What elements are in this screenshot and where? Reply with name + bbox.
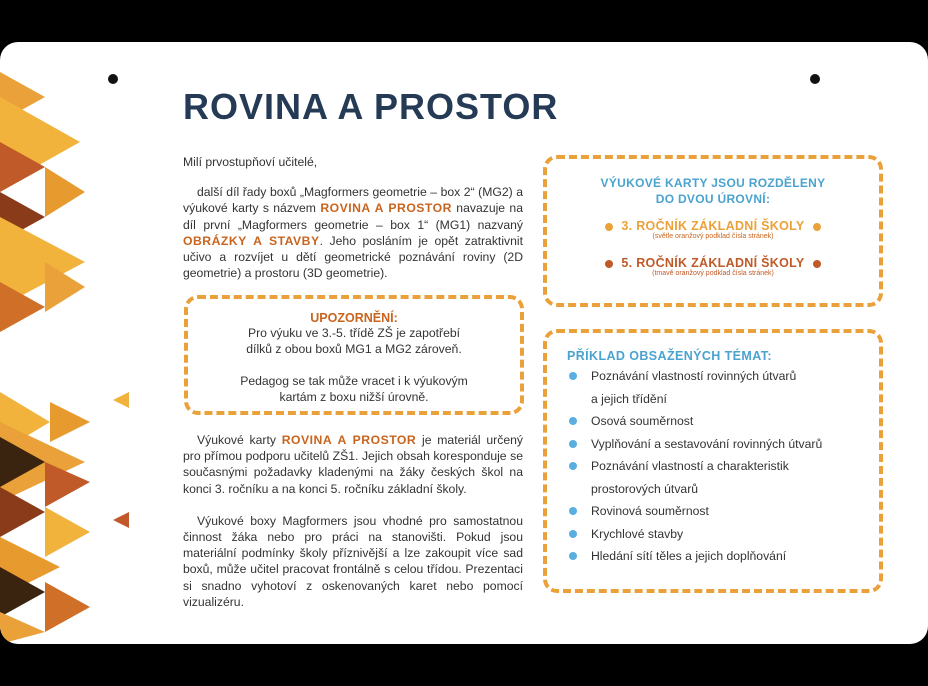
bullet-icon <box>569 552 577 560</box>
bullet-icon <box>569 530 577 538</box>
greeting: Milí prvostupňoví učitelé, <box>183 155 318 169</box>
punch-hole <box>108 74 118 84</box>
topics-box <box>543 329 883 593</box>
levels-heading: VÝUKOVÉ KARTY JSOU ROZDĚLENY <box>600 176 826 190</box>
level-note: (tmavě oranžový podklad čísla stránek) <box>652 270 774 277</box>
triangle-decoration <box>0 42 90 644</box>
level-note: (světle oranžový podklad čísla stránek) <box>652 233 774 240</box>
body-column <box>183 432 523 610</box>
paragraph-boxes: Výukové boxy Magformers jsou vhodné pro samostatnou činnost žáka nebo pro práci na stanovišti. Pokud jsou materiální podmínky školy příznivější a lze zakoupit více sad boxů, může učitel pracovat frontálně s celou třídou. Prezentaci si snadno vyhotoví z oskenovaných karet nebo pomocí vizualizéru. <box>183 513 523 609</box>
notice-title: UPOZORNĚNÍ: <box>310 311 398 325</box>
notice-line: dílků z obou boxů MG1 a MG2 zároveň. <box>246 342 462 356</box>
small-triangle-icon <box>112 391 130 409</box>
bullet-icon <box>569 462 577 470</box>
punch-hole <box>810 74 820 84</box>
level-name: 5. ROČNÍK ZÁKLADNÍ ŠKOLY <box>621 256 805 270</box>
intro-paragraph: další díl řady boxů „Magformers geometrie – box 2“ (MG2) a výukové karty s názvem ROVINA A PROSTOR navazuje na díl první „Magformers geometrie – box 1“ (MG1) nazvaný OBRÁZKY A STAVBY. Jeho posláním je opět zatraktivnit učivo a rozvíjet u dětí geometrické poznávání roviny (2D geometrie) a prostoru (3D geometrie). <box>183 185 523 281</box>
list-item: Rovinová souměrnost <box>567 500 879 523</box>
level-name: 3. ROČNÍK ZÁKLADNÍ ŠKOLY <box>621 219 805 233</box>
level-dot <box>605 260 613 268</box>
levels-box <box>543 155 883 307</box>
list-item: Vyplňování a sestavování rovinných útvarů <box>567 433 879 456</box>
list-item: Hledání sítí těles a jejich doplňování <box>567 545 879 568</box>
bullet-icon <box>569 372 577 380</box>
intro-column <box>183 154 523 281</box>
notice-line: Pedagog se tak může vracet i k výukovým <box>240 374 468 388</box>
small-triangle-icon <box>112 511 130 529</box>
list-item: Krychlové stavby <box>567 523 879 546</box>
notice-box <box>184 295 524 415</box>
bullet-icon <box>569 507 577 515</box>
notice-line: Pro výuku ve 3.-5. třídě ZŠ je zapotřebí <box>247 326 461 340</box>
card <box>0 42 928 644</box>
list-item: Poznávání vlastností a charakteristik prostorových útvarů <box>567 455 879 500</box>
topics-list <box>567 365 879 568</box>
level-dot <box>813 260 821 268</box>
level-item <box>547 219 879 240</box>
level-dot <box>813 223 821 231</box>
list-item: Osová souměrnost <box>567 410 879 433</box>
page-title: ROVINA A PROSTOR <box>183 86 559 127</box>
levels-heading: DO DVOU ÚROVNÍ: <box>655 192 771 206</box>
notice-line: kartám z boxu nižší úrovně. <box>279 390 429 404</box>
bullet-icon <box>569 440 577 448</box>
level-item <box>547 256 879 277</box>
paragraph-cards: Výukové karty ROVINA A PROSTOR je materiál určený pro přímou podporu učitelů ZŠ1. Jejich obsah koresponduje se současnými požadavky kladenými na žáky českých škol na konci 3. ročníku a na konci 5. ročníku základní školy. <box>183 433 523 496</box>
list-item: Poznávání vlastností rovinných útvarů a jejich třídění <box>567 365 879 410</box>
level-dot <box>605 223 613 231</box>
bullet-icon <box>569 417 577 425</box>
topics-heading: PŘÍKLAD OBSAŽENÝCH TÉMAT: <box>567 349 772 363</box>
